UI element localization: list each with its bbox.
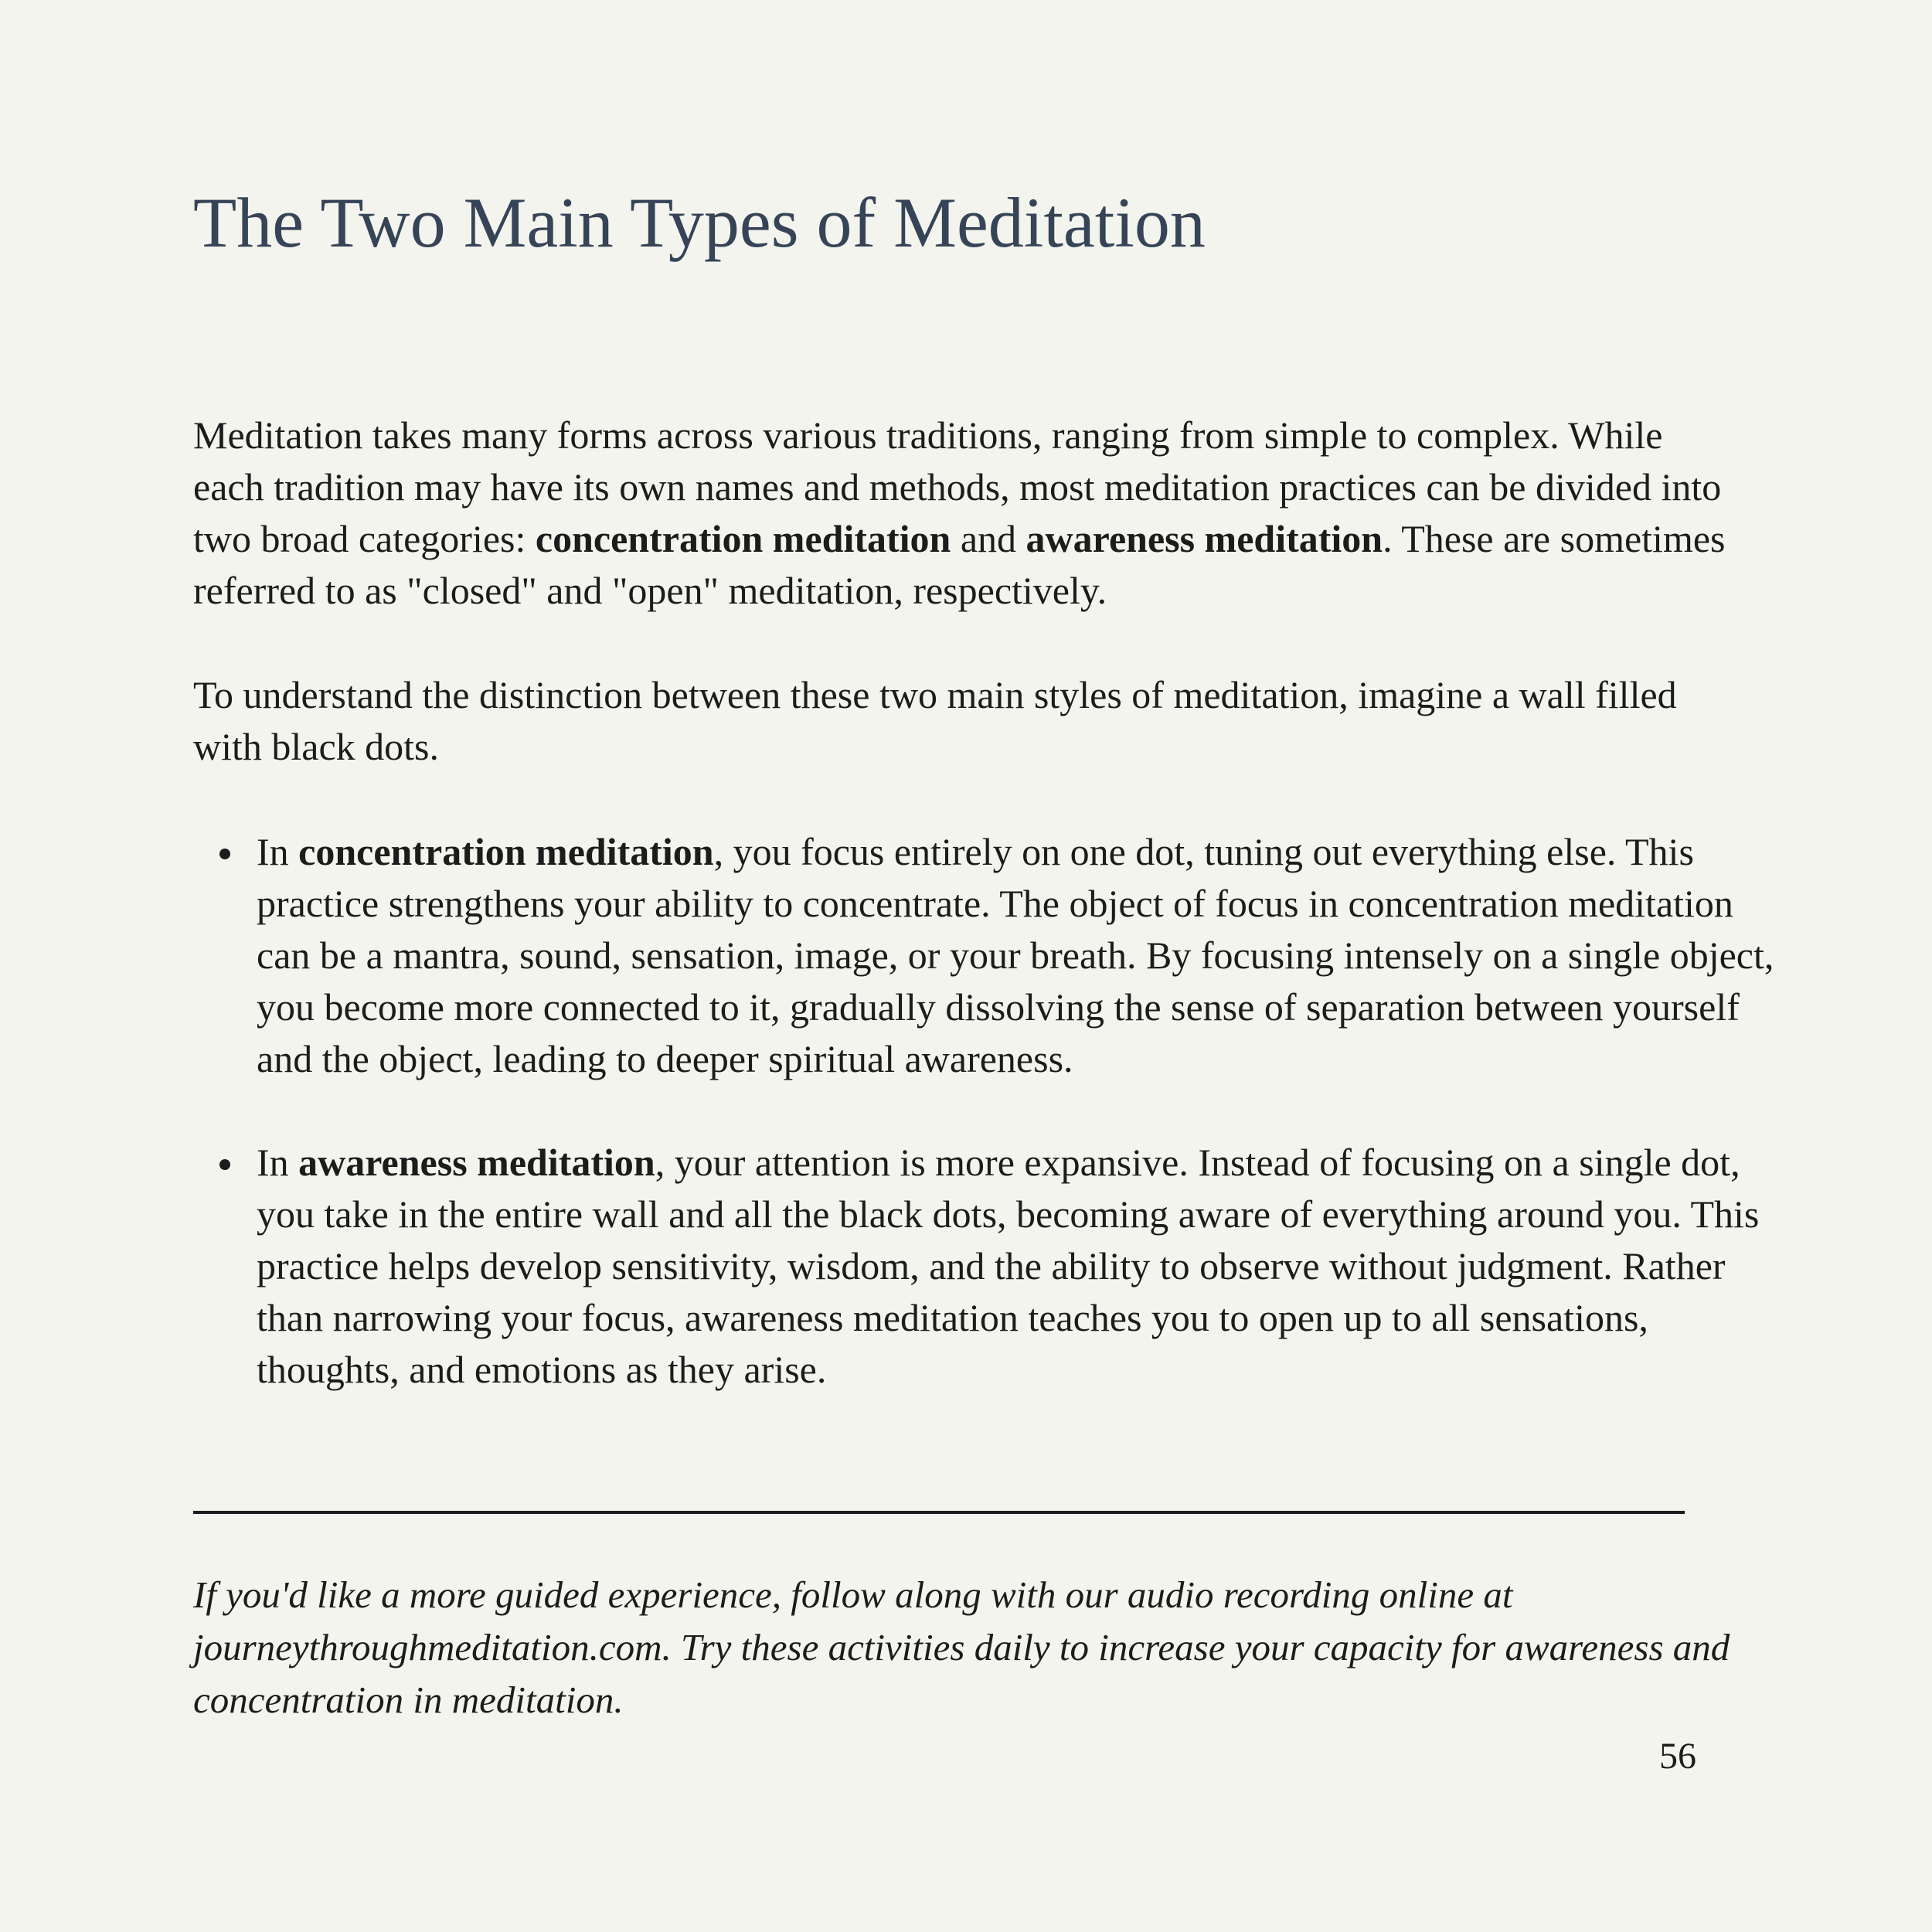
bullet-dot-icon: [219, 849, 230, 859]
footnote: If you'd like a more guided experience, follow along with our audio recording online at journeythroughmeditation.com. Try these activities daily to increase your capacity for awareness and concentration in meditation.: [193, 1573, 1730, 1721]
bullet-lead: In: [257, 1141, 299, 1184]
intro-text-3: . These are sometimes referred to as "closed" and "open" meditation, respectively.: [193, 517, 1726, 612]
bullet-lead: In: [257, 830, 299, 873]
bullet-text: , you focus entirely on one dot, tuning out everything else. This practice strengthens your ability to concentrate. The object of focus in concentration meditation can be a mantra, sound, sensation, image, or your breath. By focusing intensely on a single object, you become more connected to it, gradually dissolving the sense of separation between yourself and the object, leading to deeper spiritual awareness.: [257, 830, 1774, 1080]
list-item: [193, 826, 1777, 1085]
section-divider: [193, 1511, 1685, 1514]
intro-term-awareness: awareness meditation: [1026, 517, 1383, 560]
bullet-text: , your attention is more expansive. Instead of focusing on a single dot, you take in the entire wall and all the black dots, becoming aware of everything around you. This practice helps develop sensitivity, wisdom, and the ability to observe without judgment. Rather than narrowing your focus, awareness meditation teaches you to open up to all sensations, thoughts, and emotions as they arise.: [257, 1141, 1760, 1391]
intro-term-concentration: concentration meditation: [535, 517, 951, 560]
list-item: [193, 1137, 1777, 1396]
meditation-types-list: [193, 826, 1777, 1396]
bullet-dot-icon: [219, 1159, 230, 1170]
intro-text-2: and: [951, 517, 1026, 560]
bullet-term: concentration meditation: [298, 830, 714, 873]
intro-text-1: Meditation takes many forms across various traditions, ranging from simple to complex. While each tradition may have its own names and methods, most meditation practices can be divided into two broad categories:: [193, 413, 1722, 560]
intro-paragraph: [193, 410, 1739, 617]
page-number: 56: [1659, 1736, 1696, 1777]
page-title: The Two Main Types of Meditation: [193, 183, 1206, 262]
bullet-term: awareness meditation: [298, 1141, 655, 1184]
wall-paragraph: To understand the distinction between these two main styles of meditation, imagine a wall filled with black dots.: [193, 673, 1677, 768]
